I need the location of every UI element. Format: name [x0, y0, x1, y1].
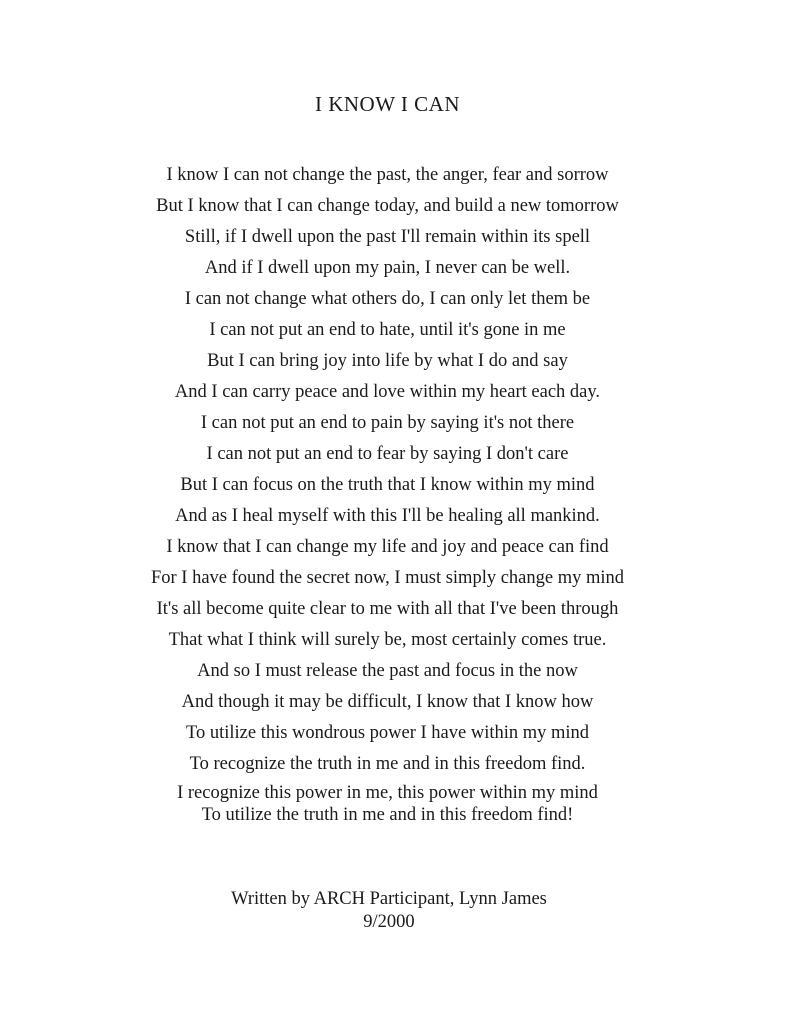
poem-line: But I can focus on the truth that I know within my mind	[180, 475, 595, 495]
author-credit	[0, 888, 778, 934]
poem-line: To recognize the truth in me and in this freedom find.	[189, 754, 586, 774]
poem-line: I know I can not change the past, the anger, fear and sorrow	[166, 165, 609, 185]
poem-line: And I can carry peace and love within my heart each day.	[174, 382, 601, 402]
poem-line: I know that I can change my life and joy and peace can find	[166, 537, 609, 557]
poem-line: But I know that I can change today, and build a new tomorrow	[156, 196, 619, 216]
poem-line: I can not change what others do, I can only let them be	[184, 289, 591, 309]
poem-line: But I can bring joy into life by what I do and say	[207, 351, 568, 371]
poem-line: To utilize this wondrous power I have within my mind	[185, 723, 590, 743]
poem-line: To utilize the truth in me and in this freedom find!	[201, 805, 574, 825]
poem-line: And so I must release the past and focus in the now	[197, 661, 578, 681]
poem-line: And though it may be difficult, I know that I know how	[181, 692, 594, 712]
poem-line: It's all become quite clear to me with all that I've been through	[156, 599, 619, 619]
poem-line: I can not put an end to pain by saying it's not there	[200, 413, 575, 433]
poem-line: And as I heal myself with this I'll be healing all mankind.	[175, 506, 600, 526]
poem-body	[0, 162, 775, 826]
poem-line: For I have found the secret now, I must simply change my mind	[150, 568, 625, 588]
poem-title: I KNOW I CAN	[314, 92, 460, 116]
poem-line: I can not put an end to hate, until it's gone in me	[209, 320, 566, 340]
poem-line: I recognize this power in me, this power within my mind	[177, 783, 598, 803]
date-line: 9/2000	[363, 912, 415, 932]
poem-line: And if I dwell upon my pain, I never can be well.	[204, 258, 571, 278]
poem-line: I can not put an end to fear by saying I don't care	[206, 444, 569, 464]
credit-line: Written by ARCH Participant, Lynn James	[231, 889, 547, 909]
poem-line: Still, if I dwell upon the past I'll remain within its spell	[184, 227, 591, 247]
poem-line: That what I think will surely be, most certainly comes true.	[168, 630, 607, 650]
